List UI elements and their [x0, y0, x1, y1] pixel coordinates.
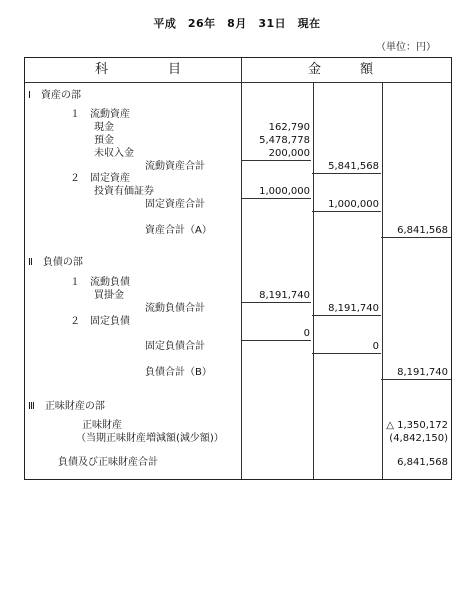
subtotal-amount: 8,191,740: [328, 303, 379, 314]
fixed-liabilities-heading: ２ 固定負債: [70, 316, 130, 327]
line-item-label: 現金: [94, 122, 114, 133]
line-item-label: 未収入金: [94, 148, 134, 159]
section-assets: Ⅰ 資産の部: [28, 90, 81, 101]
section-net-assets: Ⅲ 正味財産の部: [28, 401, 105, 412]
subtotal-rule: [242, 302, 311, 303]
balance-sheet-table: [24, 57, 452, 480]
total-rule: [381, 379, 451, 380]
column-divider-3: [382, 82, 383, 479]
line-item-amount: 1,000,000: [259, 186, 310, 197]
unit-label: （単位：円）: [376, 42, 436, 53]
header-kamoku-1: 科: [95, 62, 111, 77]
subtotal-rule: [242, 340, 311, 341]
net-assets-label: 正味財産: [82, 420, 122, 431]
fixed-assets-heading: ２ 固定資産: [70, 173, 130, 184]
header-divider: [25, 82, 451, 83]
net-change-label: （当期正味財産増減額(減少額)）: [76, 433, 224, 444]
subtotal-label: 流動資産合計: [145, 161, 205, 172]
subtotal-amount: 1,000,000: [328, 199, 379, 210]
total-assets-label: 資産合計（A）: [145, 225, 212, 236]
subtotal-rule: [312, 211, 381, 212]
subtotal-label: 流動負債合計: [145, 303, 205, 314]
subtotal-rule: [242, 160, 311, 161]
total-liabilities-label: 負債合計（B）: [145, 367, 212, 378]
current-liabilities-heading: １ 流動負債: [70, 277, 130, 288]
subtotal-rule: [242, 198, 311, 199]
subtotal-label: 固定負債合計: [145, 341, 205, 352]
current-assets-heading: １ 流動資産: [70, 109, 130, 120]
line-item-label: 買掛金: [94, 290, 124, 301]
line-item-amount: 162,790: [268, 122, 310, 133]
subtotal-rule: [312, 173, 381, 174]
line-item-amount: 8,191,740: [259, 290, 310, 301]
column-divider-main: [241, 58, 242, 479]
total-liab-net-amount: 6,841,568: [397, 457, 448, 468]
net-assets-amount: △ 1,350,172: [386, 420, 448, 431]
net-change-amount: (4,842,150): [389, 433, 448, 444]
column-divider-2: [313, 82, 314, 479]
total-liab-net-label: 負債及び正味財産合計: [58, 457, 158, 468]
line-item-amount: 5,478,778: [259, 135, 310, 146]
line-item-label: 投資有価証券: [94, 186, 154, 197]
total-liabilities-amount: 8,191,740: [397, 367, 448, 378]
subtotal-amount: 0: [372, 341, 379, 352]
line-item-amount: 0: [303, 328, 310, 339]
line-item-label: 預金: [94, 135, 114, 146]
header-kamoku-2: 目: [168, 62, 184, 77]
subtotal-amount: 5,841,568: [328, 161, 379, 172]
subtotal-rule: [312, 315, 381, 316]
header-kingaku-2: 額: [360, 62, 376, 77]
line-item-amount: 200,000: [268, 148, 310, 159]
header-kingaku-1: 金: [308, 62, 324, 77]
total-rule: [381, 237, 451, 238]
subtotal-label: 固定資産合計: [145, 199, 205, 210]
section-liabilities: Ⅱ 負債の部: [28, 257, 83, 268]
subtotal-rule: [312, 353, 381, 354]
total-assets-amount: 6,841,568: [397, 225, 448, 236]
document-title: 平成 26年 8月 31日 現在: [153, 17, 321, 30]
